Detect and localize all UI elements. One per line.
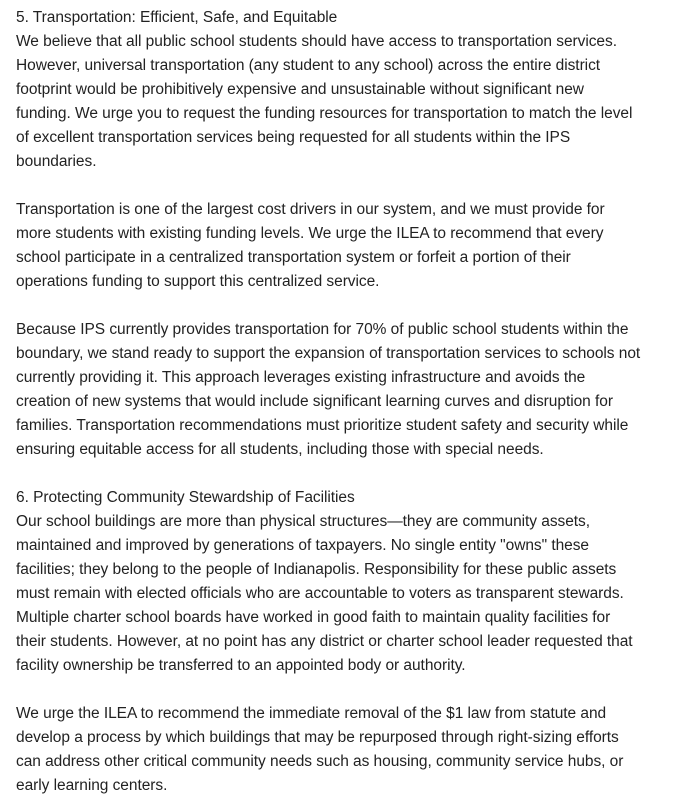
- paragraph: [16, 198, 666, 294]
- text-line: currently providing it. This approach leverages existing infrastructure and avoids the: [16, 369, 586, 386]
- text-line: can address other critical community needs such as housing, community service hubs, or: [16, 753, 624, 770]
- text-line: However, universal transportation (any student to any school) across the entire district: [16, 57, 601, 74]
- text-line: boundaries.: [16, 153, 97, 170]
- text-line: We urge the ILEA to recommend the immediate removal of the $1 law from statute and: [16, 705, 607, 722]
- text-line: must remain with elected officials who are accountable to voters as transparent stewards.: [16, 585, 624, 602]
- text-line: creation of new systems that would include significant learning curves and disruption for: [16, 393, 613, 410]
- text-line: funding. We urge you to request the funding resources for transportation to match the level: [16, 105, 633, 122]
- paragraph: [16, 30, 666, 174]
- text-line: We believe that all public school students should have access to transportation services.: [16, 33, 617, 50]
- text-line: Transportation is one of the largest cost drivers in our system, and we must provide for: [16, 201, 605, 218]
- paragraph-spacer: [16, 174, 666, 198]
- section-title: 5. Transportation: Efficient, Safe, and Equitable: [16, 9, 338, 26]
- text-line: operations funding to support this centralized service.: [16, 273, 380, 290]
- text-line: ensuring equitable access for all students, including those with special needs.: [16, 441, 544, 458]
- text-line: Because IPS currently provides transportation for 70% of public school students within the: [16, 321, 629, 338]
- section-title: 6. Protecting Community Stewardship of Facilities: [16, 489, 355, 506]
- paragraph: [16, 510, 666, 678]
- text-line: Our school buildings are more than physical structures—they are community assets,: [16, 513, 591, 530]
- text-line: footprint would be prohibitively expensive and unsustainable without significant new: [16, 81, 584, 98]
- text-line: boundary, we stand ready to support the expansion of transportation services to schools not: [16, 345, 641, 362]
- paragraph-spacer: [16, 678, 666, 702]
- text-line: early learning centers.: [16, 777, 168, 794]
- text-line: Multiple charter school boards have worked in good faith to maintain quality facilities for: [16, 609, 611, 626]
- text-line: maintained and improved by generations of taxpayers. No single entity "owns" these: [16, 537, 589, 554]
- paragraph-spacer: [16, 294, 666, 318]
- text-line: facility ownership be transferred to an appointed body or authority.: [16, 657, 466, 674]
- section-transportation: [16, 6, 666, 462]
- text-line: develop a process by which buildings that may be repurposed through right-sizing efforts: [16, 729, 619, 746]
- paragraph: [16, 318, 666, 462]
- section-spacer: [16, 462, 666, 486]
- text-line: families. Transportation recommendations must prioritize student safety and security while: [16, 417, 629, 434]
- text-line: school participate in a centralized transportation system or forfeit a portion of their: [16, 249, 571, 266]
- text-line: their students. However, at no point has any district or charter school leader requested that: [16, 633, 633, 650]
- section-facilities: [16, 486, 666, 798]
- text-line: more students with existing funding levels. We urge the ILEA to recommend that every: [16, 225, 604, 242]
- text-line: facilities; they belong to the people of Indianapolis. Responsibility for these public assets: [16, 561, 617, 578]
- text-line: of excellent transportation services being requested for all students within the IPS: [16, 129, 571, 146]
- paragraph: [16, 702, 666, 798]
